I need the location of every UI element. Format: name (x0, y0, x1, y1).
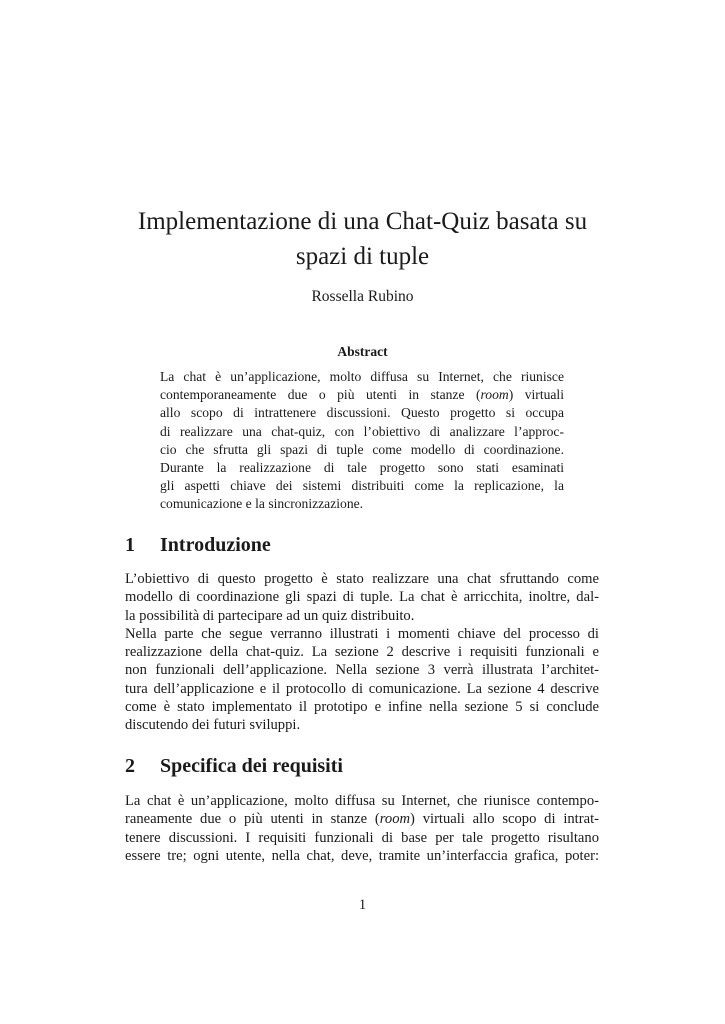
abstract-line: cio che sfrutta gli spazi di tuple come modello di coordinazione. (160, 441, 564, 457)
body-line: La chat è un’applicazione, molto diffusa su Internet, che riunisce contempo- (125, 793, 599, 809)
section-number: 1 (125, 534, 135, 556)
section-body-introduzione (125, 570, 599, 735)
body-line: modello di coordinazione gli spazi di tuple. La chat è arricchita, inoltre, dal- (125, 589, 599, 606)
abstract-line: comunicazione e la sincronizzazione. (160, 496, 364, 512)
paper-title-line-1: Implementazione di una Chat-Quiz basata su (137, 208, 588, 235)
paper-title-line-2: spazi di tuple (295, 243, 430, 270)
abstract-body (160, 368, 564, 514)
abstract-line: contemporaneamente due o più utenti in stanze (room) virtuali (160, 387, 564, 403)
body-line: realizzazione della chat-quiz. La sezione 2 descrive i requisiti funzionali e (125, 644, 599, 661)
abstract-line: allo scopo di intrattenere discussioni. Questo progetto si occupa (160, 405, 564, 421)
abstract-line: di realizzare una chat-quiz, con l’obiettivo di analizzare l’approc- (160, 423, 564, 439)
body-line: Nella parte che segue verranno illustrati i momenti chiave del processo di (125, 625, 599, 642)
section-title: Specifica dei requisiti (160, 755, 343, 777)
body-line: la possibilità di partecipare ad un quiz distribuito. (125, 607, 415, 624)
body-line: discutendo dei futuri sviluppi. (125, 717, 301, 734)
section-number: 2 (125, 755, 135, 777)
abstract-line: Durante la realizzazione di tale progetto sono stati esaminati (160, 460, 564, 476)
paper-title (0, 204, 725, 274)
page-number: 1 (358, 897, 367, 913)
body-line: L’obiettivo di questo progetto è stato realizzare una chat sfruttando come (125, 571, 599, 587)
body-line: raneamente due o più utenti in stanze (room) virtuali allo scopo di intrat- (125, 811, 599, 828)
body-line: tura dell’applicazione e il protocollo di comunicazione. La sezione 4 descrive (125, 680, 599, 697)
body-line: come è stato implementato il prototipo e infine nella sezione 5 si conclude (125, 699, 599, 716)
emphasis-room: room (480, 387, 509, 403)
author-name: Rossella Rubino (311, 288, 414, 305)
section-heading-introduzione (125, 534, 271, 557)
abstract-line: La chat è un’applicazione, molto diffusa su Internet, che riunisce (160, 369, 564, 384)
emphasis-room: room (379, 811, 411, 828)
body-line: tenere discussioni. I requisiti funzionali di base per tale progetto risultano (125, 829, 599, 846)
abstract-heading: Abstract (337, 344, 388, 359)
body-line: non funzionali dell’applicazione. Nella sezione 3 verrà illustrata l’architet- (125, 662, 599, 679)
section-heading-specifica-requisiti (125, 755, 343, 778)
section-body-specifica-requisiti (125, 792, 599, 865)
abstract-line: gli aspetti chiave dei sistemi distribuiti come la replicazione, la (160, 478, 564, 494)
section-title: Introduzione (160, 534, 271, 556)
body-line: essere tre; ogni utente, nella chat, deve, tramite un’interfaccia grafica, poter: (125, 847, 599, 864)
